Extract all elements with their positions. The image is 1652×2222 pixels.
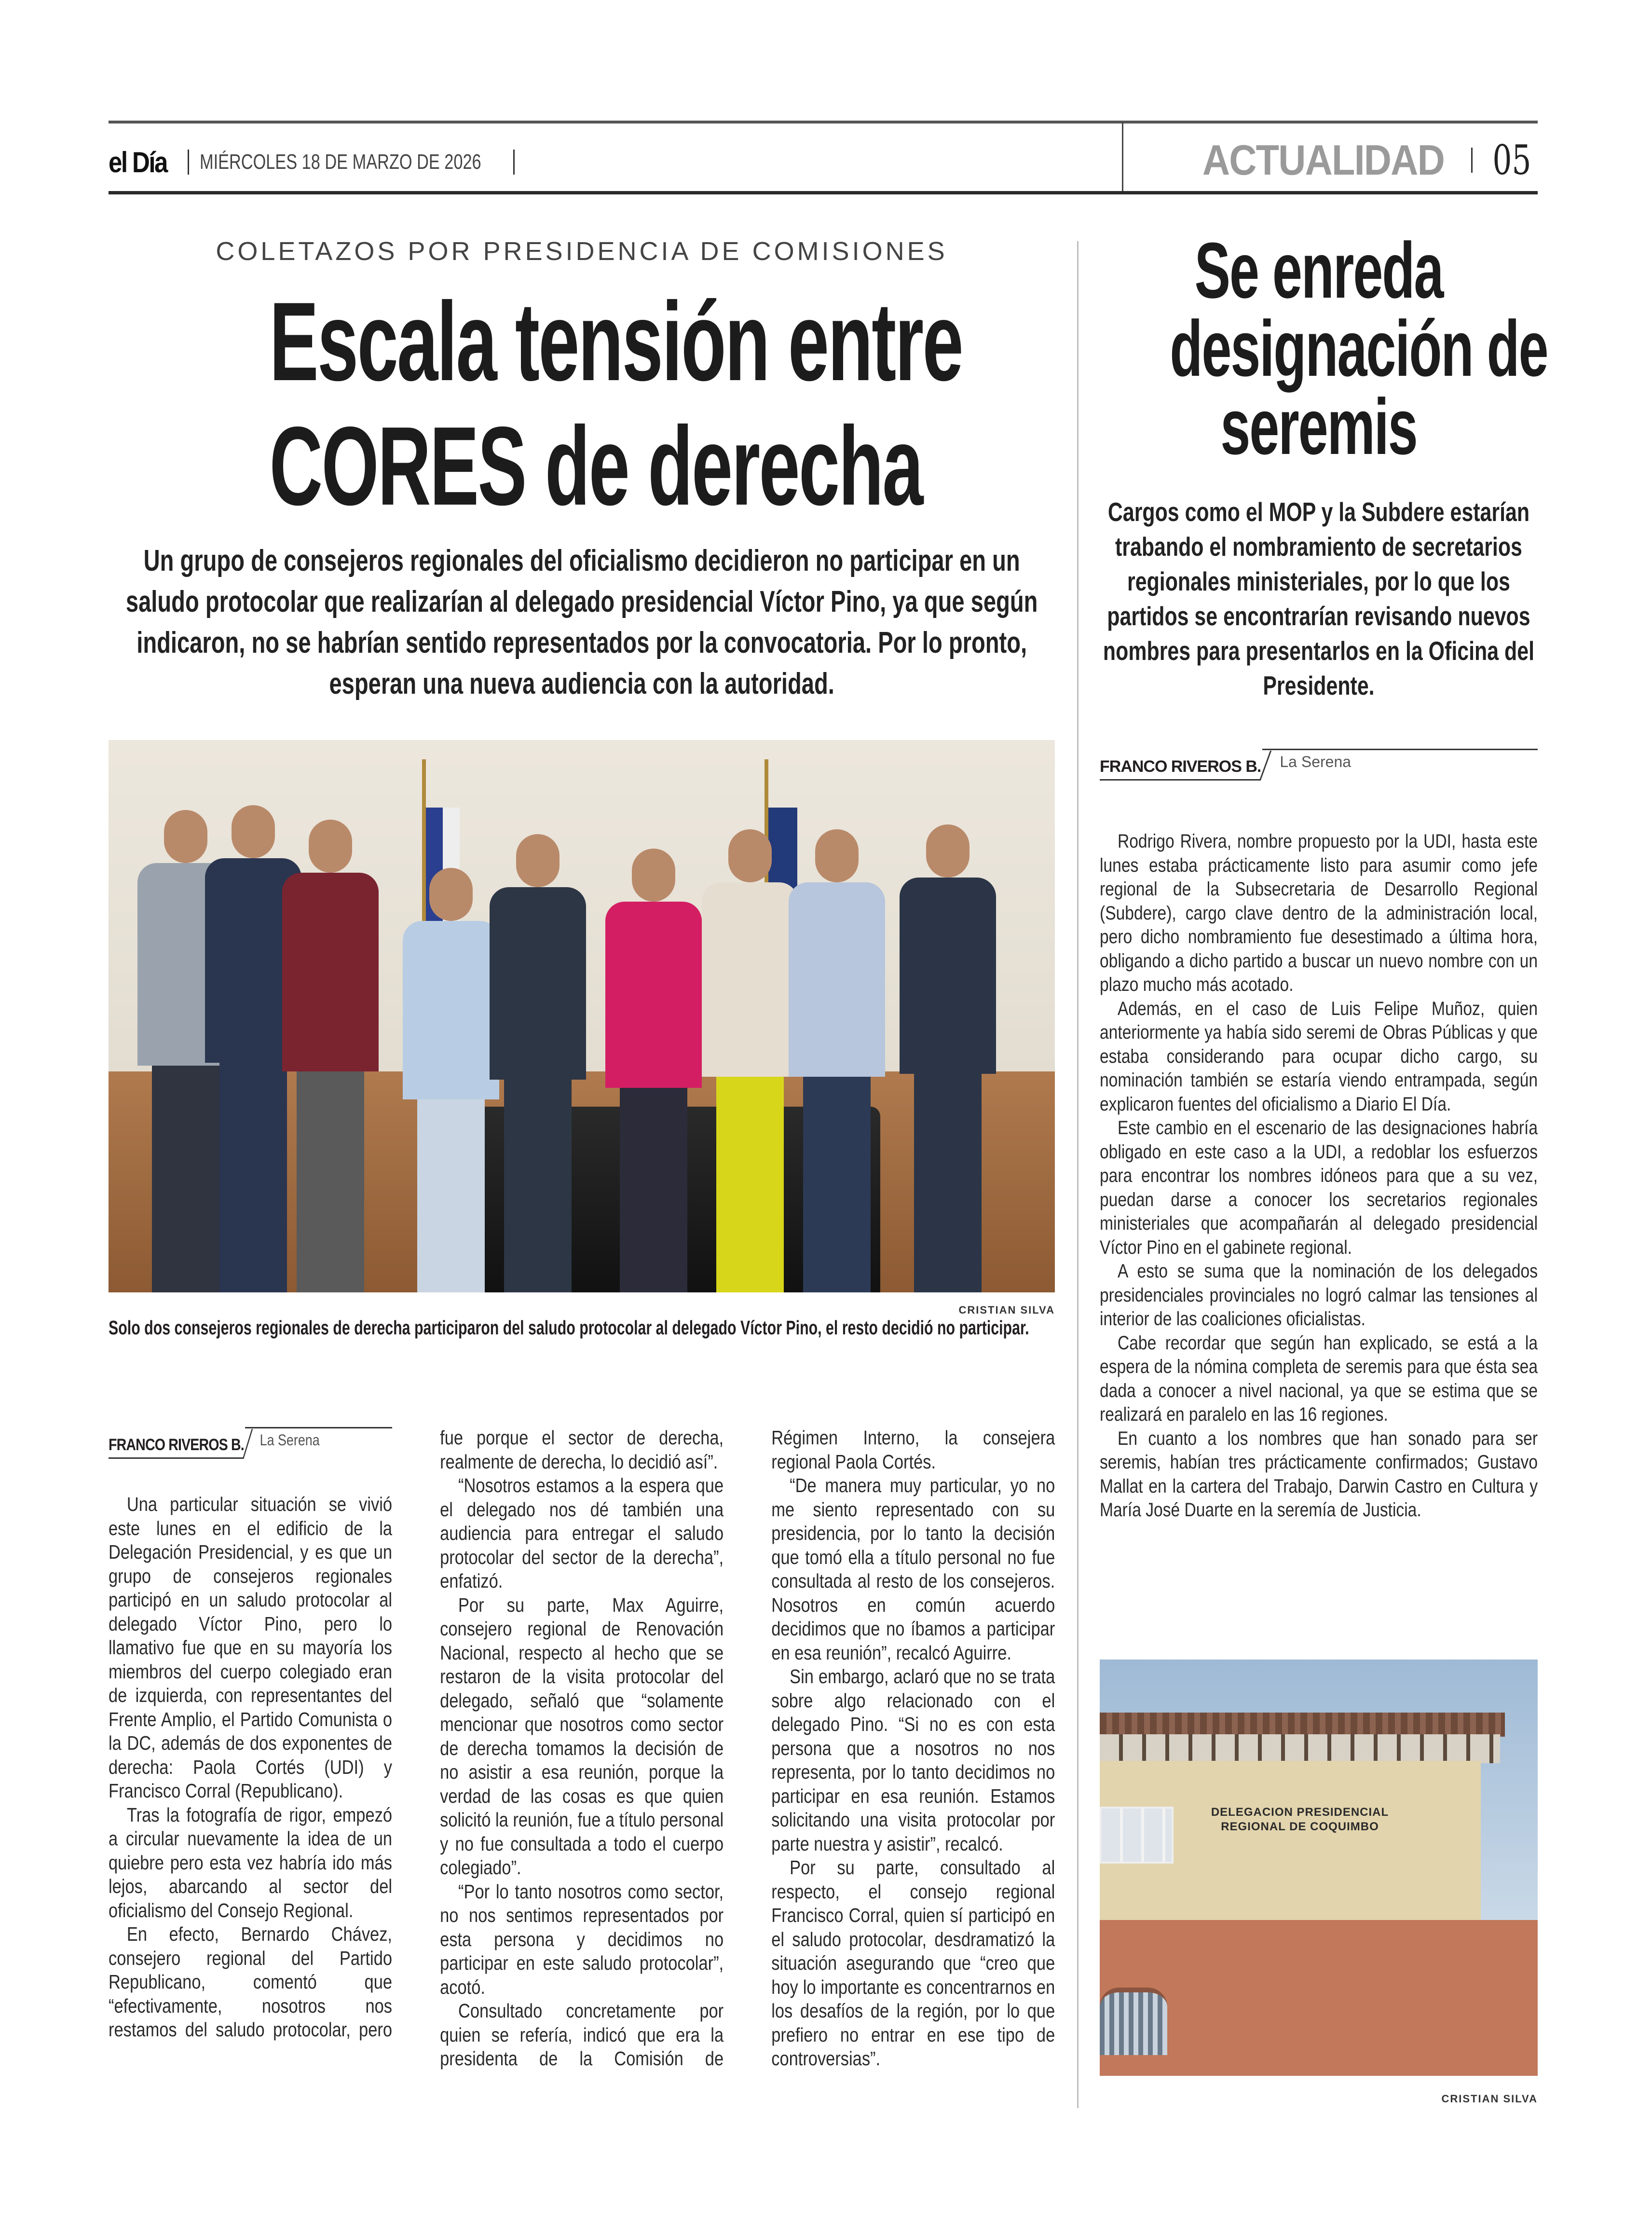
divider bbox=[513, 150, 515, 175]
header-top-rule bbox=[109, 121, 1538, 123]
person-legs bbox=[152, 1066, 219, 1292]
paragraph: Cabe recordar que según han explicado, se está a la espera de la nómina completa de seremis para que ésta sea dada a conocer a nivel nacional, ya que se estima que se realizará en paralelo en las 16 regiones. bbox=[1100, 1332, 1538, 1425]
byline bbox=[1100, 752, 1538, 781]
person-torso bbox=[403, 921, 499, 1099]
side-article-body bbox=[1100, 830, 1538, 1522]
paragraph: Rodrigo Rivera, nombre propuesto por la UDI, hasta este lunes estaba prácticamente listo para asumir como jefe regional de la Subsecretaria de Desarrollo Regional (Subdere), cargo clave dentro de la administración local, pero dicho nombramiento fue desestimado a última hora, obligando a dicho partido a buscar un nuevo nombre con un plazo mucho más acotado. bbox=[1100, 831, 1538, 995]
paragraph: Por su parte, consultado al respecto, el consejo regional Francisco Corral, quien sí participó en el saludo protocolar, desdramatizó la situación asegurando que “creo que hoy lo importante es concentrarnos en los desafíos de la región, por lo que prefiero no entrar en ese tipo de controversias”. bbox=[771, 1856, 1055, 2070]
paragraph: Además, en el caso de Luis Felipe Muñoz, quien anteriormente ya había sido seremi de Obras Públicas y que estaba considerando para ocupar dicho cargo, su nominación también se estaría viendo entrampada, según explicaron fuentes del oficialismo a Diario El Día. bbox=[1100, 998, 1538, 1115]
photo-caption bbox=[109, 1316, 1055, 1340]
deck-text: Un grupo de consejeros regionales del oficialismo decidieron no participar en un saludo protocolar que realizarían al delegado presidencial Víctor Pino, ya que según indicaron, no se habrían sentido representados por la convocatoria. Por lo pronto, esperan una nueva audiencia con la autoridad. bbox=[125, 544, 1038, 700]
person-legs bbox=[914, 1074, 982, 1292]
section-header bbox=[1189, 136, 1538, 184]
side-headline bbox=[1100, 226, 1548, 471]
window bbox=[1100, 1807, 1174, 1864]
divider bbox=[188, 150, 189, 175]
paragraph: “De manera muy particular, yo no me siento representado con su presidencia, por lo tanto la decisión que tomó ella a título personal no fue consultada al resto de los consejeros. Nosotros en común acuerdo decidimos que no íbamos a participar en esa reunión”, recalcó Aguirre. bbox=[771, 1474, 1055, 1664]
masthead bbox=[109, 143, 515, 181]
paragraph: “Por lo tanto nosotros como sector, no nos sentimos representados por esta persona y decidimos no participar en este saludo protocolar”, acotó. bbox=[440, 1880, 724, 1998]
barred-window bbox=[1100, 1988, 1167, 2055]
person-head bbox=[728, 829, 772, 882]
photo-credit: CRISTIAN SILVA bbox=[958, 1304, 1055, 1316]
header-bottom-rule bbox=[109, 191, 1538, 194]
person-legs bbox=[504, 1080, 572, 1292]
paragraph: Tras la fotografía de rigor, empezó a circular nuevamente la idea de un quiebre pero esta vez habría ido más lejos, abarcando al sector del oficialismo del Consejo Regional. bbox=[109, 1803, 392, 1921]
byline-location: La Serena bbox=[1262, 749, 1538, 781]
person-torso bbox=[282, 873, 379, 1071]
person-torso bbox=[702, 882, 798, 1077]
roof-tiles bbox=[1100, 1713, 1505, 1737]
article-kicker: COLETAZOS POR PRESIDENCIA DE COMISIONES bbox=[216, 237, 948, 266]
person-torso bbox=[490, 887, 586, 1080]
paragraph: A esto se suma que la nominación de los delegados presidenciales provinciales no logró calmar las tensiones al interior de las coaliciones oficialistas. bbox=[1100, 1261, 1538, 1330]
headline-line: designación de bbox=[1170, 304, 1548, 393]
building-photo bbox=[1100, 1660, 1538, 2076]
headline-line: Se enreda bbox=[1194, 226, 1443, 315]
paragraph: Una particular situación se vivió este lunes en el edificio de la Delegación Presidencial, y es que un grupo de consejeros regionales participó en un saludo protocolar al delegado Víctor Pino, pero lo llamativo fue que en su mayoría los miembros del cuerpo colegiado eran de izquierda, con representantes del Frente Amplio, el Partido Comunista o la DC, además de dos exponentes de derecha: Paola Cortés (UDI) y Francisco Corral (Republicano). bbox=[109, 1493, 392, 1802]
person-head bbox=[309, 820, 352, 873]
paragraph: Sin embargo, aclaró que no se trata sobre algo relacionado con el delegado Pino. “Si no es con esta persona que a nosotros no nos representa, por lo tanto decidimos no participar en esa reunión. Estamos solicitando una visita protocolar por parte nuestra y asistir”, recalcó. bbox=[771, 1665, 1055, 1855]
column-divider bbox=[1077, 241, 1079, 2108]
header-divider bbox=[1122, 123, 1123, 192]
group-photo bbox=[109, 740, 1055, 1292]
byline-author: FRANCO RIVEROS B. bbox=[1100, 757, 1261, 781]
headline-line: seremis bbox=[1220, 383, 1417, 471]
person-head bbox=[815, 829, 859, 882]
caption-text: Solo dos consejeros regionales de derecha participaron del saludo protocolar al delegado Víctor Pino, el resto decidió no participar. bbox=[109, 1317, 1029, 1339]
person-head bbox=[429, 868, 473, 921]
page-number: 05 bbox=[1492, 137, 1531, 184]
deck-text: Cargos como el MOP y la Subdere estarían trabando el nombramiento de secretarios regionales ministeriales, por lo que los partidos se encontrarían revisando nuevos nombres para presentarlos en la Oficina del Presidente. bbox=[1103, 497, 1534, 700]
headline-line: Escala tensión entre bbox=[269, 279, 962, 404]
main-article-body bbox=[109, 1426, 1055, 2071]
paragraph: Por su parte, Max Aguirre, consejero regional de Renovación Nacional, respecto al hecho que se restaron de la visita protocolar del delegado, señaló que “solamente mencionar que nosotros como sector de derecha tomamos la decisión de no asistir a esa reunión, porque la verdad de las cosas es que quien solicitó la reunión, fue a título personal y no fue consultada a todo el cuerpo colegiado”. bbox=[440, 1593, 724, 1879]
person-legs bbox=[297, 1071, 364, 1292]
person-legs bbox=[620, 1088, 687, 1292]
headline-line: CORES de derecha bbox=[269, 404, 922, 529]
sign-line: DELEGACION PRESIDENCIAL bbox=[1211, 1806, 1389, 1819]
photo-credit: CRISTIAN SILVA bbox=[1441, 2093, 1538, 2105]
person-legs bbox=[716, 1077, 784, 1292]
section-name: ACTUALIDAD bbox=[1202, 136, 1445, 184]
byline-author: FRANCO RIVEROS B. bbox=[109, 1436, 244, 1459]
byline bbox=[109, 1430, 392, 1459]
paragraph: En efecto, Bernardo Chávez, consejero regional del Partido Republicano, comentó que “efectivamente, nosotros nos restamos del saludo protocolar, pero fue porque el sector de derecha, realmente de derecha, lo decidió así”. bbox=[109, 1426, 724, 2041]
person-legs bbox=[219, 1063, 287, 1292]
person-head bbox=[516, 834, 560, 887]
side-byline bbox=[1100, 752, 1538, 781]
byline-location: La Serena bbox=[245, 1427, 392, 1459]
paragraph: “Nosotros estamos a la espera que el delegado nos dé también una audiencia para entregar el saludo protocolar del sector de la derecha”, enfatizó. bbox=[440, 1474, 724, 1592]
person-head bbox=[632, 849, 675, 902]
paragraph: Consultado concretamente por quien se refería, indicó que era la presidenta de la Comisión de Régimen Interno, la consejera regional Paola Cortés. bbox=[440, 1426, 1055, 2070]
issue-date: MIÉRCOLES 18 DE MARZO DE 2026 bbox=[200, 150, 481, 174]
person-head bbox=[164, 810, 207, 863]
building-sign bbox=[1203, 1805, 1396, 1834]
person-legs bbox=[803, 1077, 871, 1292]
article-deck bbox=[109, 540, 1055, 704]
divider bbox=[1471, 148, 1473, 173]
side-deck bbox=[1100, 494, 1538, 703]
paragraph: Este cambio en el escenario de las designaciones habría obligado en este caso a la UDI, a redoblar los esfuerzos para encontrar los nombres idóneos para que a su vez, puedan darse a conocer los secretarios regionales ministeriales que acompañarán al delegado presidencial Víctor Pino en el gabinete regional. bbox=[1100, 1117, 1538, 1258]
person-head bbox=[926, 824, 969, 878]
sign-line: REGIONAL DE COQUIMBO bbox=[1221, 1820, 1379, 1833]
article-headline bbox=[109, 280, 1055, 529]
person-legs bbox=[417, 1099, 485, 1292]
person-torso bbox=[900, 878, 996, 1074]
newspaper-logo: el Día bbox=[109, 146, 167, 178]
paragraph: En cuanto a los nombres que han sonado para ser seremis, habían tres prácticamente confirmados; Gustavo Mallat en la cartera del Trabajo, Darwin Castro en Cultura y María José Duarte en la seremía de Justicia. bbox=[1100, 1427, 1538, 1521]
person-head bbox=[232, 805, 275, 858]
person-torso bbox=[605, 902, 702, 1088]
roof-eave bbox=[1100, 1734, 1500, 1763]
person-torso bbox=[789, 882, 885, 1077]
